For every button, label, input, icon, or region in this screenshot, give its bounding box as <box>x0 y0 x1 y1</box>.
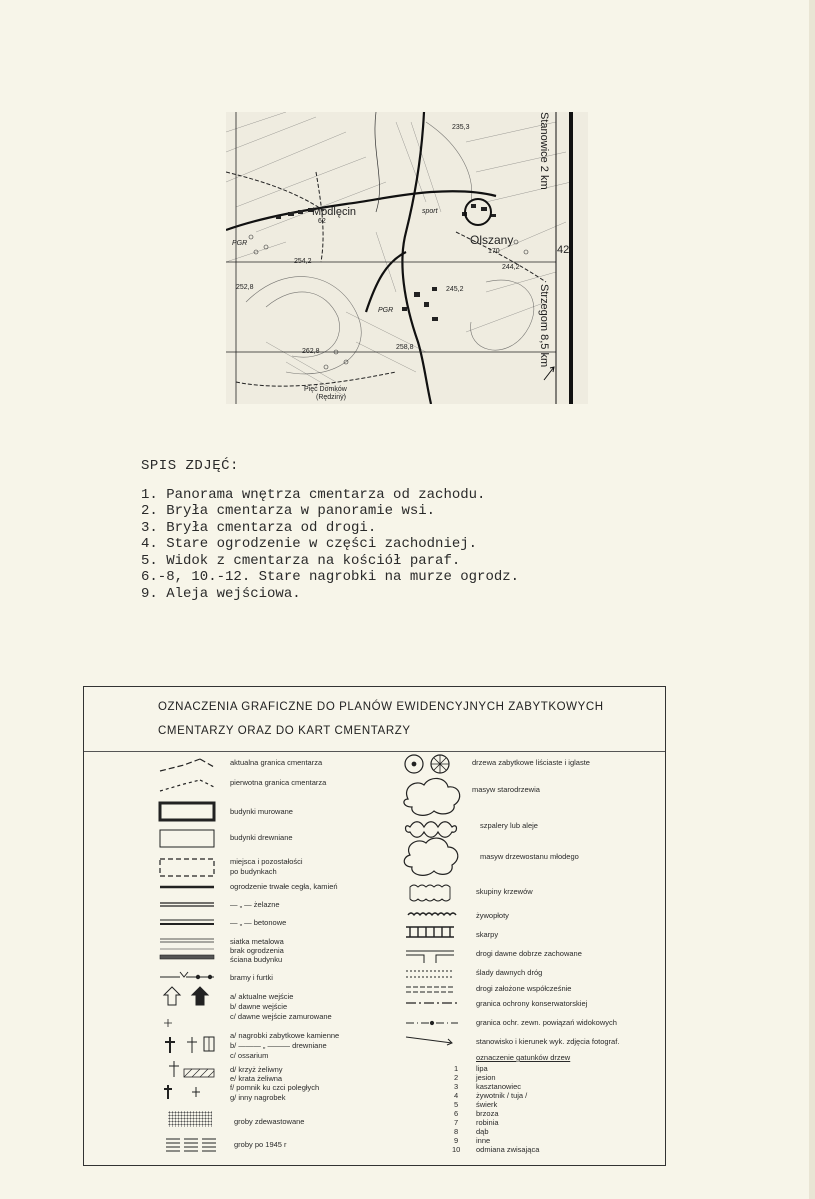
legend-right-label: granica ochrony konserwatorskiej <box>476 999 588 1008</box>
photo-list-item: 6.-8, 10.-12. Stare nagrobki na murze ogrodz. <box>141 569 520 585</box>
legend-left-label: f/ pomnik ku czci poległych <box>230 1083 320 1092</box>
tree-species-item: kasztanowiec <box>476 1082 522 1091</box>
tree-number: 9 <box>454 1136 459 1145</box>
legend-left-label: a/ nagrobki zabytkowe kamienne <box>230 1031 340 1040</box>
map-place-label: sport <box>422 208 438 215</box>
legend-left-label: bramy i furtki <box>230 973 273 982</box>
tree-number: 8 <box>454 1127 459 1136</box>
legend-right-label: granica ochr. zewn. powiązań widokowych <box>476 1018 617 1027</box>
devastated-graves-symbol <box>168 1111 212 1127</box>
legend-left-label: budynki murowane <box>230 807 293 816</box>
tree-number: 4 <box>454 1091 459 1100</box>
legend-left-label: pierwotna granica cmentarza <box>230 778 327 787</box>
photo-list-item: 1. Panorama wnętrza cmentarza od zachodu. <box>141 486 486 503</box>
legend-left-label: — „ — żelazne <box>230 900 280 909</box>
tree-species-item: robinia <box>476 1118 499 1127</box>
topographic-map-excerpt <box>226 112 588 404</box>
tree-species-item: odmiana zwisająca <box>476 1145 540 1154</box>
map-direction-bottom: Strzegom 8,5 km <box>538 284 550 368</box>
map-height-label: 244,2 <box>502 264 520 271</box>
legend-right-label: żywopłoty <box>476 911 509 920</box>
photo-list-item: 3. Bryła cmentarza od drogi. <box>141 519 377 536</box>
photo-list-item: 5. Widok z cmentarza na kościół paraf. <box>141 552 461 569</box>
tree-number: 7 <box>454 1118 459 1127</box>
graphic-symbols-legend <box>83 686 666 1166</box>
legend-left-label: aktualna granica cmentarza <box>230 758 323 767</box>
map-grid-number: 42 <box>557 244 570 256</box>
map-place-label: Olszany <box>470 233 514 247</box>
legend-right-label: skarpy <box>476 930 499 939</box>
legend-left-label: e/ krata żeliwna <box>230 1074 283 1083</box>
legend-right-label: masyw starodrzewia <box>472 785 540 794</box>
legend-right-label: drzewa zabytkowe liściaste i iglaste <box>472 758 590 767</box>
legend-left-label: d/ krzyż żeliwny <box>230 1065 283 1074</box>
legend-right-label: drogi założone współcześnie <box>476 984 572 993</box>
map-height-label: 252,8 <box>236 284 254 291</box>
legend-left-label: brak ogrodzenia <box>230 946 284 955</box>
legend-title: OZNACZENIA GRAFICZNE DO PLANÓW EWIDENCYJNYCH ZABYTKOWYCH <box>158 701 604 713</box>
legend-right-label: drogi dawne dobrze zachowane <box>476 949 582 958</box>
tree-number: 3 <box>454 1082 459 1091</box>
legend-left-label: g/ inny nagrobek <box>230 1093 286 1102</box>
tree-number: 6 <box>454 1109 459 1118</box>
legend-left-label: groby zdewastowane <box>234 1117 305 1126</box>
map-place-label: PGR <box>232 240 248 247</box>
legend-left-label: c/ ossarium <box>230 1051 269 1060</box>
map-height-label: 262,8 <box>302 348 320 355</box>
legend-left-label: ściana budynku <box>230 955 283 964</box>
legend-left-label: po budynkach <box>230 867 277 876</box>
map-height-label: 258,8 <box>396 344 414 351</box>
legend-right-label: stanowisko i kierunek wyk. zdjęcia fotograf. <box>476 1037 620 1046</box>
tree-species-item: lipa <box>476 1064 488 1073</box>
map-height-label: 235,3 <box>452 124 470 131</box>
photo-list-item: 2. Bryła cmentarza w panoramie wsi. <box>141 503 436 519</box>
legend-right-label: masyw drzewostanu młodego <box>480 852 579 861</box>
tree-number: 5 <box>454 1100 459 1109</box>
map-height-label: 245,2 <box>446 286 464 293</box>
legend-left-label: budynki drewniane <box>230 833 293 842</box>
map-place-label: (Rędziny) <box>316 394 346 401</box>
legend-left-label: b/ dawne wejście <box>230 1002 288 1011</box>
map-place-label: PGR <box>378 307 394 314</box>
legend-left-label: b/ ——— „ ——— drewniane <box>230 1041 327 1050</box>
legend-left-label: ogrodzenie trwałe cegła, kamień <box>230 882 338 891</box>
legend-left-label: miejsca i pozostałości <box>230 857 303 866</box>
tree-species-item: brzoza <box>476 1109 499 1118</box>
tree-species-title: oznaczenie gatunków drzew <box>476 1053 571 1062</box>
map-height-label: 62 <box>318 218 326 225</box>
legend-right-label: ślady dawnych dróg <box>476 968 543 977</box>
legend-subtitle: CMENTARZY ORAZ DO KART CMENTARZY <box>158 725 411 737</box>
map-height-label: 170 <box>488 248 500 255</box>
legend-right-label: skupiny krzewów <box>476 887 533 896</box>
legend-left-label: siatka metalowa <box>230 937 284 946</box>
legend-right-label: szpalery lub aleje <box>480 821 538 830</box>
tree-species-item: jesion <box>476 1073 496 1082</box>
photo-list-item: 9. Aleja wejściowa. <box>141 585 301 602</box>
legend-left-label: groby po 1945 r <box>234 1140 287 1149</box>
legend-left-label: a/ aktualne wejście <box>230 992 294 1001</box>
tree-number: 1 <box>454 1064 459 1073</box>
tree-species-item: świerk <box>476 1100 498 1109</box>
legend-left-label: — „ — betonowe <box>230 918 287 927</box>
tree-number: 2 <box>454 1073 459 1082</box>
map-height-label: 254,2 <box>294 258 312 265</box>
map-place-label: Pięć Domków <box>304 386 347 393</box>
map-direction-top: Stanowice 2 km <box>538 112 550 190</box>
photo-list-item: 4. Stare ogrodzenie w części zachodniej. <box>141 536 478 552</box>
legend-left-label: c/ dawne wejście zamurowane <box>230 1012 332 1021</box>
tree-species-item: inne <box>476 1136 491 1145</box>
photo-list <box>141 458 519 602</box>
tree-species-item: żywotnik / tuja / <box>476 1091 528 1100</box>
map-place-label: Modlęcin <box>312 206 357 218</box>
photo-list-title: SPIS ZDJĘĆ: <box>141 458 239 474</box>
tree-number: 10 <box>452 1145 461 1154</box>
tree-species-item: dąb <box>476 1127 489 1136</box>
map-drawing <box>226 112 588 404</box>
